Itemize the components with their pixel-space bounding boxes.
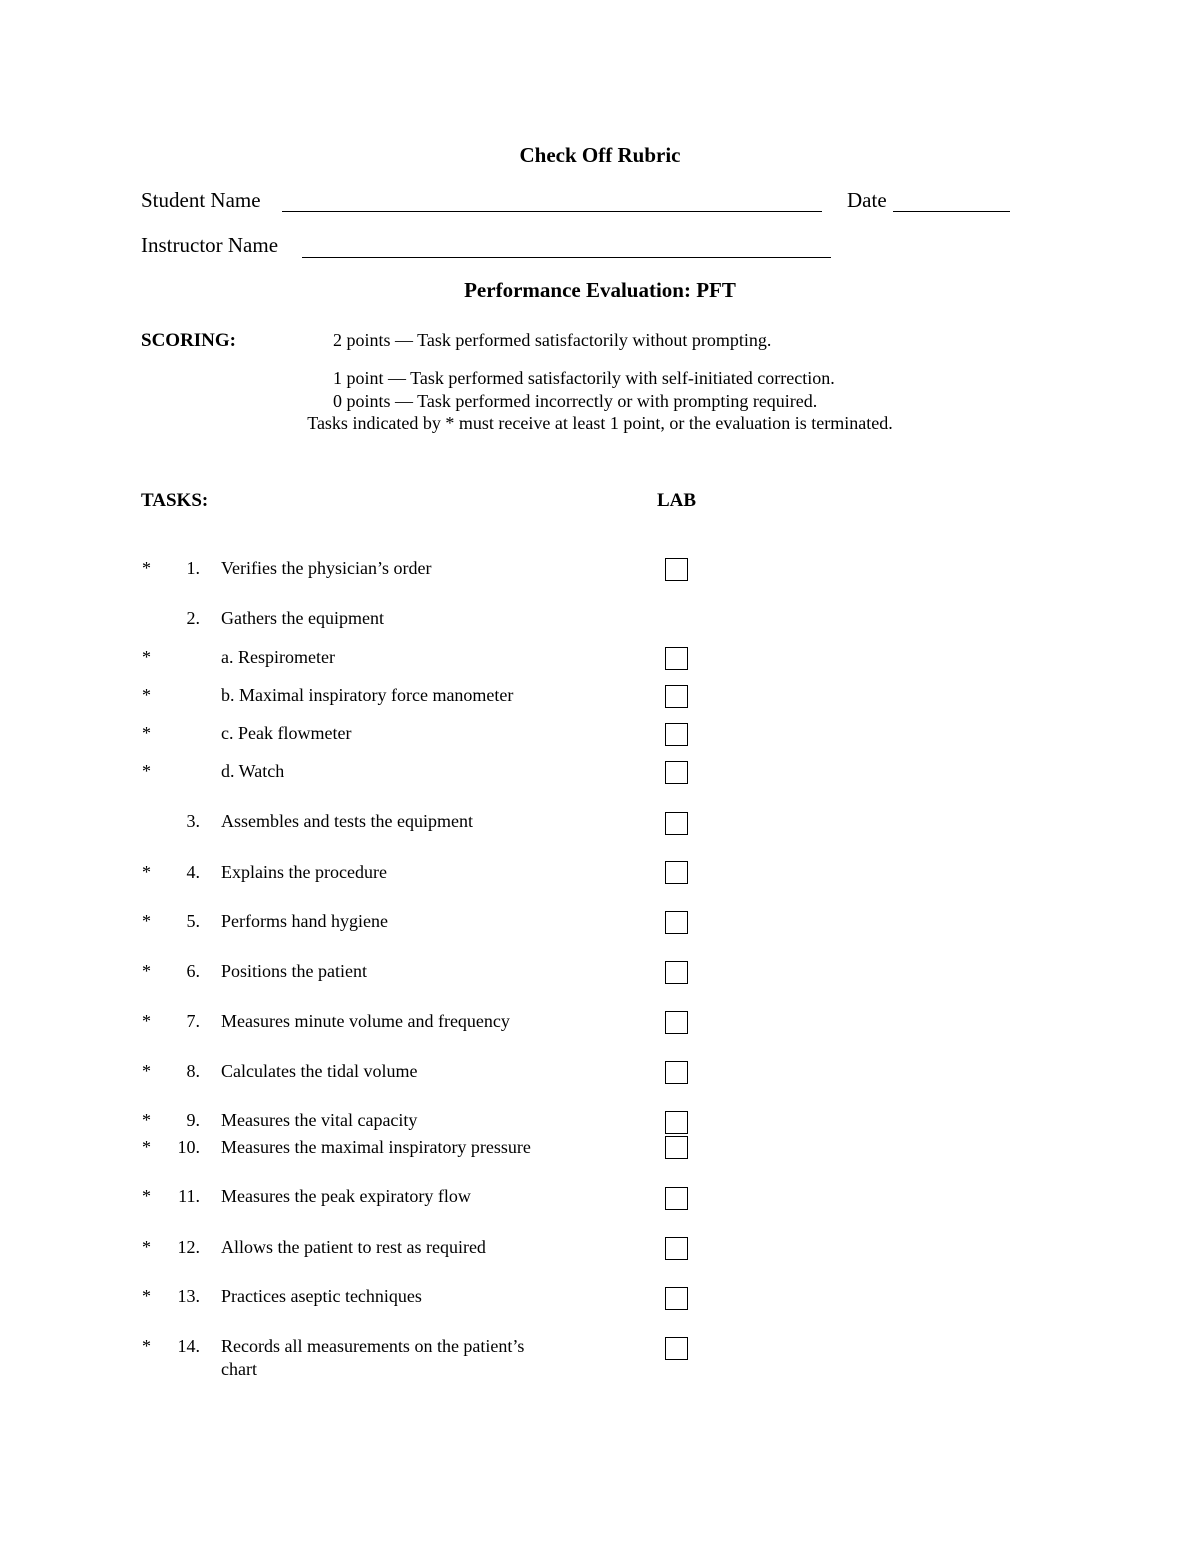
task-number: 9. xyxy=(186,1110,200,1130)
task-star-marker: * xyxy=(142,911,151,931)
task-number: 5. xyxy=(186,911,200,931)
task-text: c. Peak flowmeter xyxy=(221,723,352,743)
task-text: Positions the patient xyxy=(221,961,367,981)
task-star-marker: * xyxy=(142,1336,151,1356)
task-text: Explains the procedure xyxy=(221,862,387,882)
instructor-name-line[interactable] xyxy=(302,257,831,258)
task-text: Allows the patient to rest as required xyxy=(221,1237,486,1257)
task-text-continued: chart xyxy=(221,1359,257,1379)
instructor-name-label: Instructor Name xyxy=(141,233,279,257)
lab-checkbox[interactable] xyxy=(665,723,688,746)
task-star-marker: * xyxy=(142,1061,151,1081)
date-label: Date xyxy=(847,188,887,212)
task-star-marker: * xyxy=(142,761,151,781)
task-text: Measures the maximal inspiratory pressure xyxy=(221,1137,531,1157)
task-text: Practices aseptic techniques xyxy=(221,1286,422,1306)
task-star-marker: * xyxy=(142,862,151,882)
task-number: 10. xyxy=(177,1137,200,1157)
date-line[interactable] xyxy=(893,211,1010,212)
lab-heading: LAB xyxy=(657,490,697,511)
task-text: Assembles and tests the equipment xyxy=(221,811,473,831)
lab-checkbox[interactable] xyxy=(665,1337,688,1360)
student-name-label: Student Name xyxy=(141,188,261,212)
lab-checkbox[interactable] xyxy=(665,961,688,984)
lab-checkbox[interactable] xyxy=(665,812,688,835)
task-star-marker: * xyxy=(142,685,151,705)
lab-checkbox[interactable] xyxy=(665,558,688,581)
lab-checkbox[interactable] xyxy=(665,1287,688,1310)
task-text: b. Maximal inspiratory force manometer xyxy=(221,685,514,705)
task-text: Performs hand hygiene xyxy=(221,911,388,931)
tasks-heading: TASKS: xyxy=(141,490,209,511)
task-number: 8. xyxy=(186,1061,200,1081)
lab-checkbox[interactable] xyxy=(665,1011,688,1034)
task-text: Measures minute volume and frequency xyxy=(221,1011,510,1031)
lab-checkbox[interactable] xyxy=(665,761,688,784)
lab-checkbox[interactable] xyxy=(665,911,688,934)
evaluation-subtitle: Performance Evaluation: PFT xyxy=(464,278,736,302)
task-text: Calculates the tidal volume xyxy=(221,1061,418,1081)
lab-checkbox[interactable] xyxy=(665,1136,688,1159)
lab-checkbox[interactable] xyxy=(665,1237,688,1260)
task-star-marker: * xyxy=(142,1110,151,1130)
task-text: Measures the vital capacity xyxy=(221,1110,418,1130)
document-title: Check Off Rubric xyxy=(519,143,681,167)
task-number: 12. xyxy=(177,1237,200,1257)
task-star-marker: * xyxy=(142,647,151,667)
task-number: 6. xyxy=(186,961,200,981)
task-number: 13. xyxy=(177,1286,200,1306)
task-star-marker: * xyxy=(142,1186,151,1206)
task-text: d. Watch xyxy=(221,761,285,781)
scoring-line-0-points: 0 points — Task performed incorrectly or with prompting required. xyxy=(333,391,818,411)
student-name-line[interactable] xyxy=(282,211,822,212)
lab-checkbox[interactable] xyxy=(665,647,688,670)
task-star-marker: * xyxy=(142,1237,151,1257)
lab-checkbox[interactable] xyxy=(665,861,688,884)
task-text: a. Respirometer xyxy=(221,647,335,667)
task-star-marker: * xyxy=(142,1011,151,1031)
task-number: 2. xyxy=(186,608,200,628)
scoring-note: Tasks indicated by * must receive at least 1 point, or the evaluation is terminated. xyxy=(307,413,893,433)
scoring-line-1-point: 1 point — Task performed satisfactorily with self-initiated correction. xyxy=(333,368,835,388)
lab-checkbox[interactable] xyxy=(665,1061,688,1084)
task-number: 11. xyxy=(178,1186,200,1206)
task-star-marker: * xyxy=(142,558,151,578)
task-number: 14. xyxy=(177,1336,200,1356)
task-text: Records all measurements on the patient’s xyxy=(221,1336,525,1356)
task-text: Gathers the equipment xyxy=(221,608,384,628)
scoring-line-2-points: 2 points — Task performed satisfactorily without prompting. xyxy=(333,330,772,350)
task-number: 1. xyxy=(186,558,200,578)
task-number: 7. xyxy=(186,1011,200,1031)
task-star-marker: * xyxy=(142,961,151,981)
task-star-marker: * xyxy=(142,1137,151,1157)
task-text: Verifies the physician’s order xyxy=(221,558,432,578)
lab-checkbox[interactable] xyxy=(665,1111,688,1134)
task-star-marker: * xyxy=(142,1286,151,1306)
task-star-marker: * xyxy=(142,723,151,743)
task-number: 4. xyxy=(186,862,200,882)
task-number: 3. xyxy=(186,811,200,831)
scoring-label: SCORING: xyxy=(141,330,237,351)
lab-checkbox[interactable] xyxy=(665,1187,688,1210)
lab-checkbox[interactable] xyxy=(665,685,688,708)
task-text: Measures the peak expiratory flow xyxy=(221,1186,471,1206)
